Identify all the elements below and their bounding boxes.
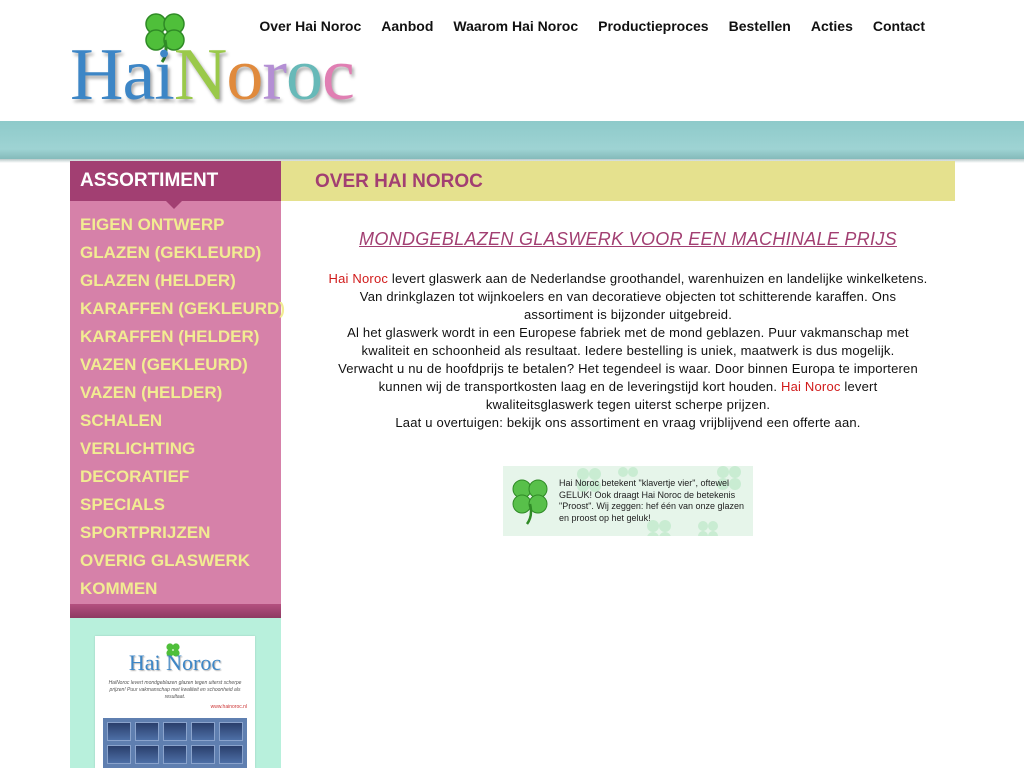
- product-thumb: [191, 722, 215, 741]
- sidebar-item-vazen-helder[interactable]: VAZEN (HELDER): [80, 383, 223, 402]
- paragraph-text: Verwacht u nu de hoofdprijs te betalen? Het tegendeel is waar. Door binnen Europa te importeren kunnen wij de transportkosten laag en de leveringstijd kort houden.: [338, 361, 918, 394]
- logo-part: r: [262, 34, 286, 116]
- sidebar-item-glazen-gekleurd[interactable]: GLAZEN (GEKLEURD): [80, 243, 262, 262]
- sidebar-item-eigen-ontwerp[interactable]: EIGEN ONTWERP: [80, 215, 225, 234]
- paragraph: [326, 270, 930, 324]
- intro-text: [326, 270, 930, 432]
- sidebar-item-schalen[interactable]: SCHALEN: [80, 411, 163, 430]
- product-thumb: [135, 745, 159, 764]
- tagline: MONDGEBLAZEN GLASWERK VOOR EEN MACHINALE PRIJS: [359, 229, 897, 249]
- brochure-url: www.hainoroc.nl: [210, 704, 247, 710]
- logo-wordmark: [70, 34, 354, 116]
- brochure-thumbnail[interactable]: [95, 636, 255, 768]
- nav-bestellen[interactable]: Bestellen: [728, 18, 791, 34]
- nav-acties[interactable]: Acties: [810, 18, 853, 34]
- product-thumb: [219, 745, 243, 764]
- product-thumb: [163, 745, 187, 764]
- logo-part: Hai: [70, 34, 174, 116]
- logo-part: o: [226, 34, 263, 116]
- sidebar-menu: [70, 201, 285, 603]
- paragraph: [326, 360, 930, 414]
- product-thumb: [163, 722, 187, 741]
- sidebar-footer-bar: [70, 604, 281, 618]
- product-thumb: [107, 722, 131, 741]
- logo-part: N: [173, 34, 227, 116]
- product-thumb: [191, 745, 215, 764]
- sidebar-item-overig-glaswerk[interactable]: OVERIG GLASWERK: [80, 551, 251, 570]
- promo-panel: [70, 618, 281, 768]
- nav-productieproces[interactable]: Productieproces: [598, 18, 709, 34]
- nav-aanbod[interactable]: Aanbod: [381, 18, 434, 34]
- brochure-product-grid: [103, 718, 247, 768]
- page-title: OVER HAI NOROC: [315, 171, 483, 192]
- top-navigation: [239, 18, 925, 34]
- product-thumb: [135, 722, 159, 741]
- paragraph-text: levert kwaliteitsglaswerk tegen uiterst scherpe prijzen.: [485, 379, 878, 412]
- clover-info-badge: [503, 466, 753, 536]
- product-thumb: [107, 745, 131, 764]
- product-thumb: [219, 722, 243, 741]
- brochure-subtitle: HaiNoroc levert mondgeblazen glazen tegen uiterst scherpe prijzen! Puur vakmanschap met kwaliteit en schoonheid als resultaat.: [108, 680, 242, 700]
- paragraph: Laat u overtuigen: bekijk ons assortiment en vraag vrijblijvend een offerte aan.: [395, 415, 861, 430]
- logo-part: c: [321, 34, 354, 116]
- nav-contact[interactable]: Contact: [872, 18, 925, 34]
- brochure-title: Hai Noroc: [128, 650, 222, 675]
- sidebar-item-glazen-helder[interactable]: GLAZEN (HELDER): [80, 271, 236, 290]
- header-band: [0, 121, 1024, 161]
- badge-text: Hai Noroc betekent "klavertje vier", oftewel GELUK! Ook draagt Hai Noroc de betekenis "Proost". Wij zeggen: hef één van onze glazen en proost op het geluk!: [559, 478, 745, 523]
- sidebar-item-verlichting[interactable]: VERLICHTING: [80, 439, 196, 458]
- nav-waarom-hai-noroc[interactable]: Waarom Hai Noroc: [453, 18, 579, 34]
- brand-name: Hai Noroc: [328, 271, 389, 286]
- sidebar-item-decoratief[interactable]: DECORATIEF: [80, 467, 190, 486]
- sidebar-item-sportprijzen[interactable]: SPORTPRIJZEN: [80, 523, 211, 542]
- sidebar-item-specials[interactable]: SPECIALS: [80, 495, 166, 514]
- logo-part: o: [285, 34, 322, 116]
- sidebar-item-karaffen-gekleurd[interactable]: KARAFFEN (GEKLEURD): [80, 299, 285, 318]
- assortment-sidebar: [70, 161, 285, 618]
- content-header: [281, 161, 955, 201]
- sidebar-item-vazen-gekleurd[interactable]: VAZEN (GEKLEURD): [80, 355, 248, 374]
- nav-over-hai-noroc[interactable]: Over Hai Noroc: [259, 18, 362, 34]
- brand-name: Hai Noroc: [780, 379, 841, 394]
- paragraph: Al het glaswerk wordt in een Europese fabriek met de mond geblazen. Puur vakmanschap met kwaliteit en schoonheid als resultaat. Iedere bestelling is uniek, maatwerk is dus mogelijk.: [347, 325, 909, 358]
- clover-icon: [507, 476, 555, 526]
- sidebar-heading: ASSORTIMENT: [70, 161, 281, 201]
- paragraph-text: levert glaswerk aan de Nederlandse groothandel, warenhuizen en landelijke winkelketens. Van drinkglazen tot wijnkoelers en van decoratieve objecten tot schitterende karaffen. Ons assortiment is bijzonder uitgebreid.: [359, 271, 928, 322]
- sidebar-item-kommen[interactable]: KOMMEN: [80, 579, 158, 598]
- sidebar-item-karaffen-helder[interactable]: KARAFFEN (HELDER): [80, 327, 260, 346]
